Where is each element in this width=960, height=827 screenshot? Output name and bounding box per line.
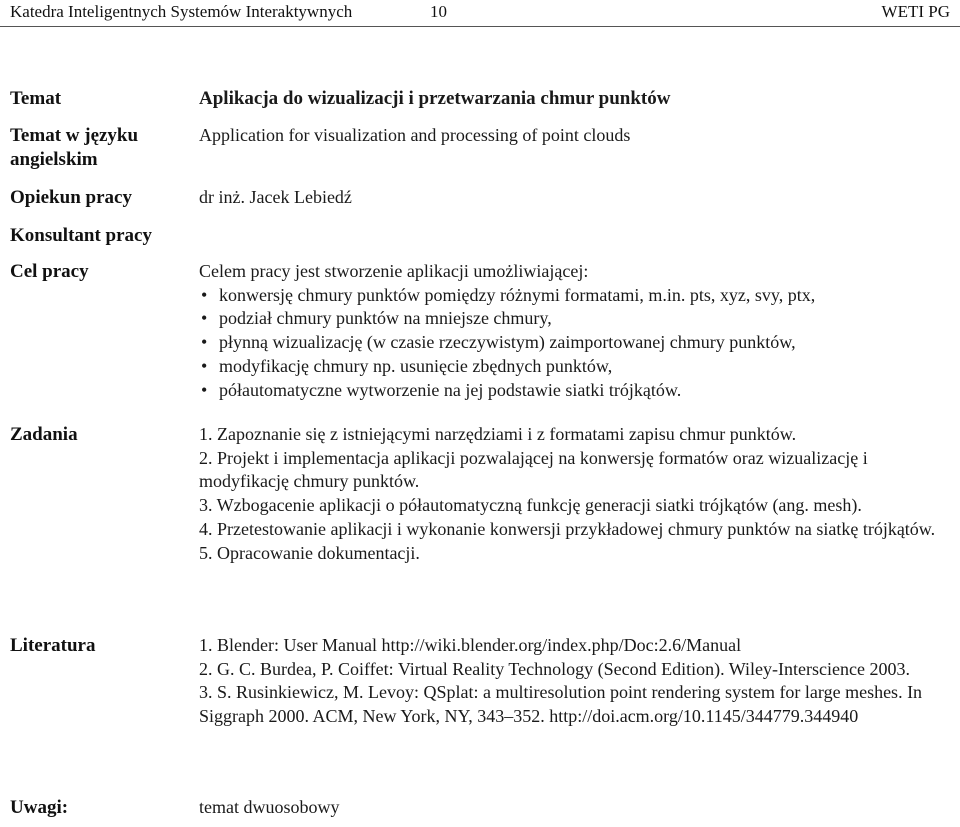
zadanie-item: 4. Przetestowanie aplikacji i wykonanie konwersji przykładowej chmury punktów na siatkę trójkątów. bbox=[199, 518, 936, 539]
label-literatura: Literatura bbox=[10, 635, 96, 656]
literatura-list bbox=[199, 634, 949, 729]
header-divider bbox=[0, 26, 960, 27]
cel-bullet: • półautomatyczne wytworzenie na jej podstawie siatki trójkątów. bbox=[199, 379, 949, 403]
header-faculty: WETI PG bbox=[881, 2, 950, 21]
value-temat: Aplikacja do wizualizacji i przetwarzania chmur punktów bbox=[199, 88, 671, 109]
cel-bullet: • płynną wizualizację (w czasie rzeczywistym) zaimportowanej chmury punktów, bbox=[199, 331, 949, 355]
value-zadania bbox=[199, 423, 949, 565]
cel-bullets bbox=[199, 284, 949, 403]
value-cel bbox=[199, 260, 949, 402]
literatura-item: 1. Blender: User Manual http://wiki.blender.org/index.php/Doc:2.6/Manual bbox=[199, 635, 742, 655]
header-page-number: 10 bbox=[430, 2, 447, 21]
page-header bbox=[10, 0, 950, 26]
label-opiekun: Opiekun pracy bbox=[10, 187, 132, 208]
label-cel: Cel pracy bbox=[10, 261, 89, 282]
cel-bullet: • modyfikację chmury np. usunięcie zbędnych punktów, bbox=[199, 355, 949, 379]
label-zadania: Zadania bbox=[10, 424, 78, 445]
value-uwagi: temat dwuosobowy bbox=[199, 797, 340, 817]
label-temat-en: Temat w języku angielskim bbox=[10, 125, 139, 170]
literatura-item: 2. G. C. Burdea, P. Coiffet: Virtual Reality Technology (Second Edition). Wiley-Interscience 2003. bbox=[199, 658, 910, 679]
value-opiekun: dr inż. Jacek Lebiedź bbox=[199, 187, 352, 207]
label-uwagi: Uwagi: bbox=[10, 797, 69, 818]
label-konsultant: Konsultant pracy bbox=[10, 225, 152, 246]
zadanie-item: 1. Zapoznanie się z istniejącymi narzędziami i z formatami zapisu chmur punktów. bbox=[199, 424, 797, 444]
cel-intro: Celem pracy jest stworzenie aplikacji umożliwiającej: bbox=[199, 261, 589, 281]
value-literatura bbox=[199, 634, 949, 729]
zadanie-item: 2. Projekt i implementacja aplikacji pozwalającej na konwersję formatów oraz wizualizację i modyfikację chmury punktów. bbox=[199, 447, 868, 492]
value-temat-en: Application for visualization and processing of point clouds bbox=[199, 125, 631, 145]
zadanie-item: 5. Opracowanie dokumentacji. bbox=[199, 542, 420, 563]
literatura-item: 3. S. Rusinkiewicz, M. Levoy: QSplat: a multiresolution point rendering system for large meshes. In Siggraph 2000. ACM, New York, NY, 343–352. http://doi.acm.org/10.1145/344779.344940 bbox=[199, 682, 923, 727]
cel-bullet: • konwersję chmury punktów pomiędzy różnymi formatami, m.in. pts, xyz, svy, ptx, bbox=[199, 284, 949, 308]
header-department: Katedra Inteligentnych Systemów Interaktywnych bbox=[10, 2, 353, 21]
cel-bullet: • podział chmury punktów na mniejsze chmury, bbox=[199, 307, 949, 331]
label-temat: Temat bbox=[10, 88, 62, 109]
zadanie-item: 3. Wzbogacenie aplikacji o półautomatyczną funkcję generacji siatki trójkątów (ang. mesh). bbox=[199, 495, 862, 516]
zadania-list bbox=[199, 423, 949, 565]
